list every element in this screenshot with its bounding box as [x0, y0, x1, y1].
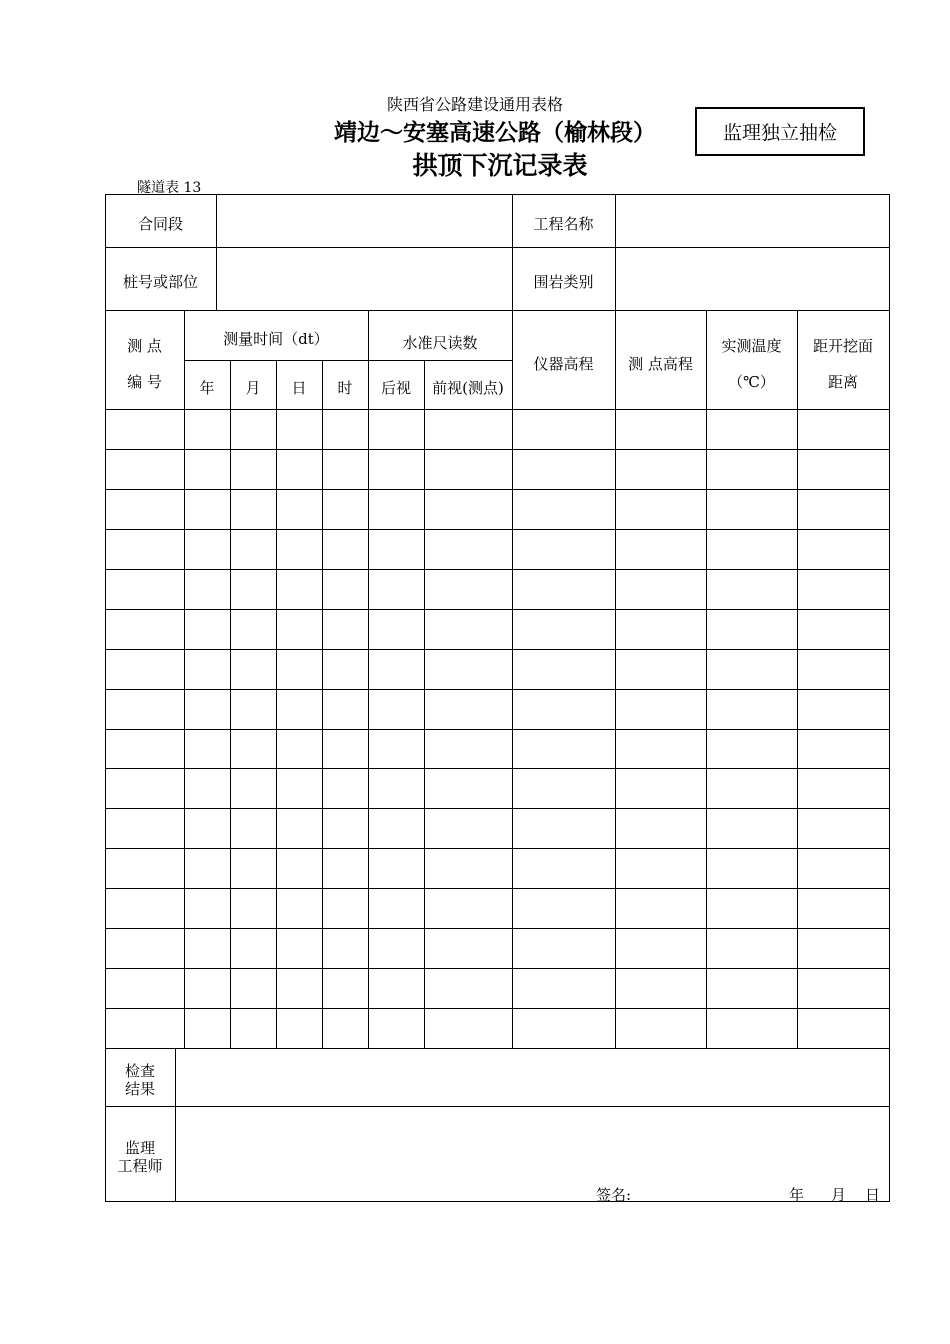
form-title: 拱顶下沉记录表: [412, 151, 588, 180]
table-row-line: [105, 569, 890, 570]
contract-section-value[interactable]: [217, 195, 512, 247]
project-name-value[interactable]: [616, 195, 889, 247]
header-month: 月: [245, 379, 261, 397]
header-year: 年: [199, 379, 215, 397]
station-value[interactable]: [217, 248, 512, 310]
signature-label: 签名:: [596, 1186, 632, 1204]
header-measure-time: 测量时间（dt）: [223, 330, 329, 348]
date-day-label: 日: [865, 1186, 881, 1204]
inspection-stamp-text: 监理独立抽检: [722, 122, 837, 144]
table-row-line: [105, 449, 890, 450]
table-border-bottom: [105, 1201, 890, 1202]
form-series-subtitle: 陕西省公路建设通用表格: [386, 95, 563, 114]
header-backsight: 后视: [380, 379, 411, 397]
table-line: [322, 360, 323, 1048]
table-line: [797, 310, 798, 1048]
table-line: [706, 310, 707, 1048]
form-number: 隧道表 13: [137, 180, 202, 196]
table-line: [184, 360, 512, 361]
table-row-line: [105, 529, 890, 530]
table-line: [368, 310, 369, 1048]
project-title: 靖边～安塞高速公路（榆林段）: [334, 120, 656, 146]
table-line: [615, 194, 616, 1048]
table-line: [184, 310, 185, 1048]
project-name-label: 工程名称: [533, 215, 594, 233]
table-row-line: [105, 649, 890, 650]
table-row-line: [105, 848, 890, 849]
date-year-label: 年: [789, 1186, 805, 1204]
check-result-label: 检查: [124, 1062, 155, 1080]
supervising-engineer-label: 工程师: [117, 1157, 163, 1175]
inspection-stamp: [695, 107, 865, 156]
supervising-engineer-value[interactable]: [176, 1107, 889, 1201]
header-level-reading: 水准尺读数: [402, 334, 478, 352]
table-line: [105, 409, 890, 410]
table-border-right: [889, 194, 890, 1201]
table-row-line: [105, 689, 890, 690]
header-hour: 时: [337, 379, 353, 397]
table-row-line: [105, 808, 890, 809]
table-row-line: [105, 729, 890, 730]
header-point-no: 测 点: [127, 337, 162, 355]
table-row-line: [105, 928, 890, 929]
header-instrument-elevation: 仪器高程: [533, 355, 594, 373]
table-row-line: [105, 489, 890, 490]
rock-class-label: 围岩类别: [533, 273, 594, 291]
table-line: [230, 360, 231, 1048]
header-face-distance: 距开挖面: [812, 337, 873, 355]
contract-section-label: 合同段: [137, 215, 183, 233]
header-foresight: 前视(测点): [432, 379, 504, 397]
table-line: [424, 360, 425, 1048]
rock-class-value[interactable]: [616, 248, 889, 310]
header-temperature-unit: （℃）: [728, 373, 775, 391]
supervising-engineer-label: 监理: [124, 1139, 155, 1157]
table-row-line: [105, 888, 890, 889]
header-temperature: 实测温度: [721, 337, 782, 355]
table-row-line: [105, 609, 890, 610]
check-result-value[interactable]: [176, 1049, 889, 1106]
header-day: 日: [291, 379, 307, 397]
date-month-label: 月: [831, 1186, 847, 1204]
table-line: [276, 360, 277, 1048]
header-point-elevation: 测 点高程: [628, 355, 693, 373]
header-point-no: 编 号: [127, 373, 162, 391]
station-label: 桩号或部位: [122, 273, 198, 291]
check-result-label: 结果: [124, 1080, 155, 1098]
table-line: [105, 310, 890, 311]
table-line: [512, 194, 513, 1048]
table-row-line: [105, 968, 890, 969]
header-face-distance: 距离: [827, 373, 858, 391]
table-row-line: [105, 768, 890, 769]
table-row-line: [105, 1008, 890, 1009]
